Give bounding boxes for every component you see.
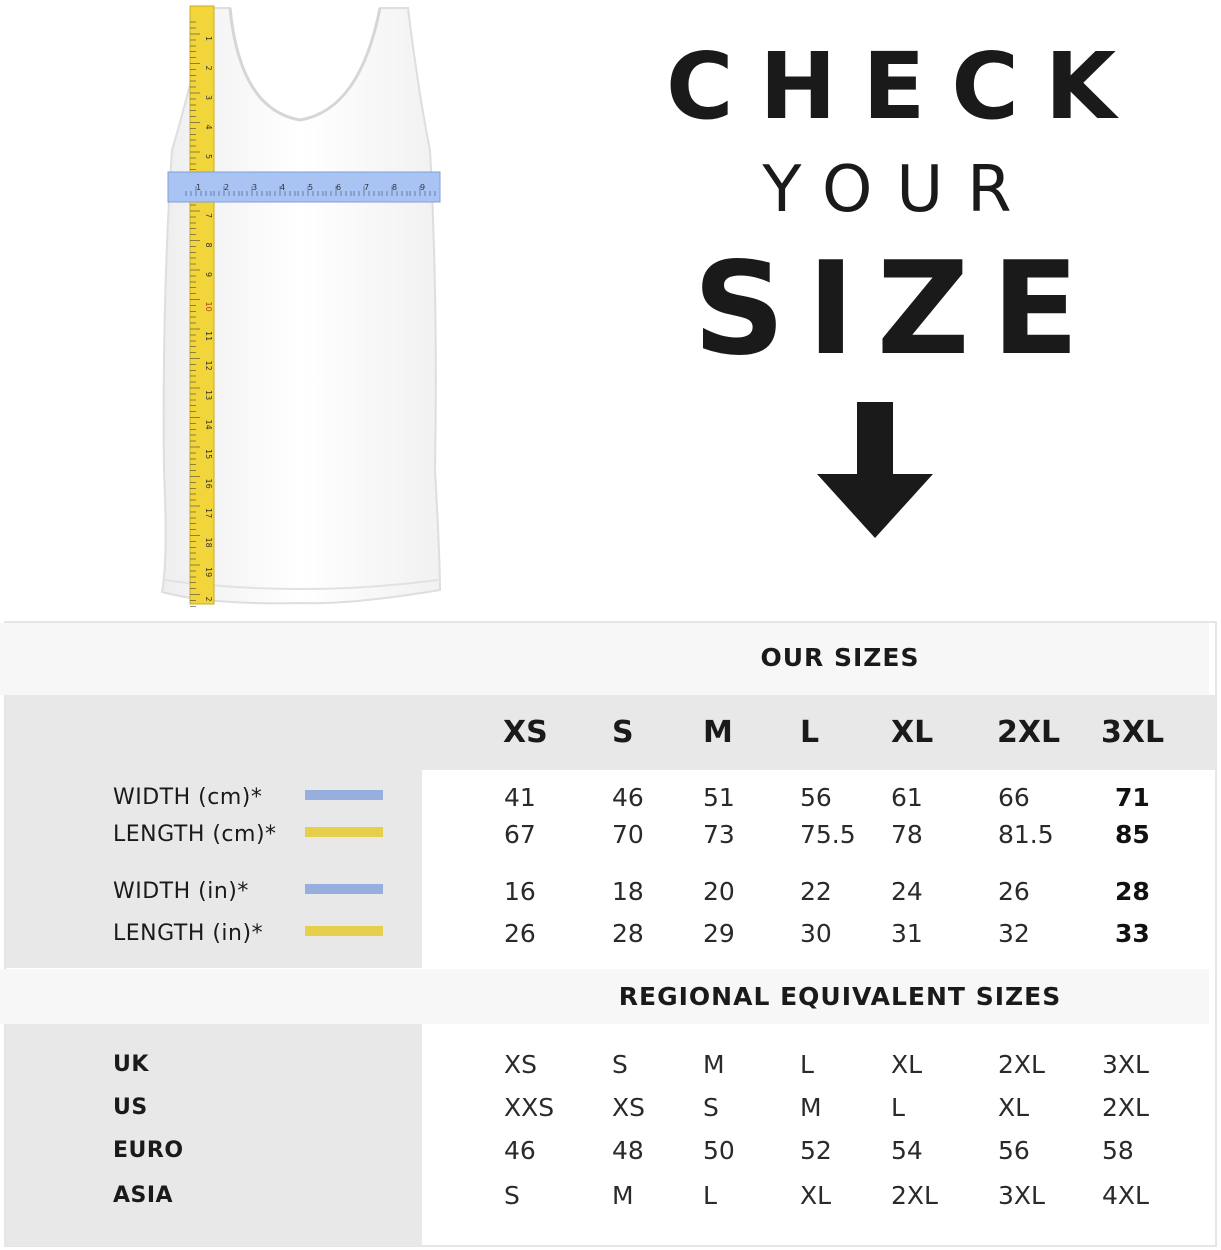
vertical-tape-tick-label: 17 xyxy=(204,508,213,519)
measure-cell: 28 xyxy=(1115,877,1150,906)
measure-row-label: WIDTH (cm)* xyxy=(113,785,263,810)
vertical-tape-tick-label: 12 xyxy=(204,360,213,371)
regional-row-label: UK xyxy=(113,1052,149,1077)
regional-cell: XS xyxy=(612,1093,645,1122)
regional-labels-bg xyxy=(6,1024,422,1246)
regional-cell: 2XL xyxy=(1102,1093,1149,1122)
vertical-tape-tick-label: 8 xyxy=(204,242,213,248)
horizontal-tape-tick-label: 5 xyxy=(308,183,314,192)
measure-cell: 75.5 xyxy=(800,820,856,849)
regional-cell: 52 xyxy=(800,1136,832,1165)
regional-cell: L xyxy=(891,1093,905,1122)
measure-cell: 31 xyxy=(891,919,923,948)
measure-cell: 73 xyxy=(703,820,735,849)
measure-cell: 61 xyxy=(891,783,923,812)
measure-cell: 70 xyxy=(612,820,644,849)
measure-cell: 71 xyxy=(1115,783,1150,812)
regional-cell: M xyxy=(703,1050,725,1079)
measure-row-label: LENGTH (in)* xyxy=(113,921,264,946)
vertical-tape-tick-label: 7 xyxy=(204,213,213,219)
vertical-tape-tick-label: 13 xyxy=(204,390,213,401)
measure-cell: 81.5 xyxy=(998,820,1054,849)
length-color-swatch xyxy=(305,827,383,837)
size-header-xs: XS xyxy=(503,715,548,750)
measure-cell: 28 xyxy=(612,919,644,948)
measure-cell: 16 xyxy=(504,877,536,906)
measure-cell: 67 xyxy=(504,820,536,849)
horizontal-tape-tick-label: 3 xyxy=(252,183,258,192)
measure-cell: 46 xyxy=(612,783,644,812)
measure-cell: 51 xyxy=(703,783,735,812)
vertical-tape-tick-label: 1 xyxy=(204,36,213,42)
regional-cell: XL xyxy=(998,1093,1030,1122)
measure-cell: 56 xyxy=(800,783,832,812)
down-arrow-icon xyxy=(815,400,935,540)
vertical-tape-tick-label: 11 xyxy=(204,331,213,342)
measure-cell: 41 xyxy=(504,783,536,812)
measure-cell: 78 xyxy=(891,820,923,849)
size-header-s: S xyxy=(612,715,634,750)
regional-row-label: US xyxy=(113,1095,148,1120)
regional-row-label: ASIA xyxy=(113,1183,174,1208)
regional-cell: XXS xyxy=(504,1093,555,1122)
regional-cell: 4XL xyxy=(1102,1181,1149,1210)
vertical-tape-tick-label: 16 xyxy=(204,478,213,489)
size-header-2xl: 2XL xyxy=(997,715,1061,750)
regional-cell: 3XL xyxy=(1102,1050,1149,1079)
vertical-tape-tick-label: 19 xyxy=(204,567,213,578)
horizontal-tape-tick-label: 8 xyxy=(392,183,398,192)
size-header-xl: XL xyxy=(891,715,934,750)
measure-cell: 85 xyxy=(1115,820,1150,849)
regional-cell: 46 xyxy=(504,1136,536,1165)
vertical-tape-tick-label: 2 xyxy=(204,596,213,602)
vertical-tape-tick-label: 15 xyxy=(204,449,213,460)
vertical-tape-tick-label: 10 xyxy=(204,301,213,312)
horizontal-tape-tick-label: 1 xyxy=(196,183,202,192)
vertical-tape-tick-label: 9 xyxy=(204,272,213,278)
size-header-3xl: 3XL xyxy=(1101,715,1165,750)
regional-cell: XS xyxy=(504,1050,537,1079)
vertical-tape-tick-label: 4 xyxy=(204,124,213,130)
vertical-tape-tick-label: 5 xyxy=(204,154,213,160)
regional-cell: S xyxy=(612,1050,628,1079)
measure-cell: 18 xyxy=(612,877,644,906)
regional-cell: S xyxy=(504,1181,520,1210)
measure-cell: 26 xyxy=(998,877,1030,906)
vertical-tape-tick-label: 14 xyxy=(204,419,213,430)
regional-cell: XL xyxy=(891,1050,923,1079)
horizontal-tape-tick-label: 7 xyxy=(364,183,370,192)
regional-cell: 3XL xyxy=(998,1181,1045,1210)
horizontal-tape-tick-label: 9 xyxy=(420,183,426,192)
regional-cell: 56 xyxy=(998,1136,1030,1165)
regional-cell: 48 xyxy=(612,1136,644,1165)
regional-cell: M xyxy=(612,1181,634,1210)
regional-cell: XL xyxy=(800,1181,832,1210)
regional-cell: S xyxy=(703,1093,719,1122)
regional-cell: 2XL xyxy=(998,1050,1045,1079)
regional-cell: M xyxy=(800,1093,822,1122)
title-check: CHECK xyxy=(666,33,1143,140)
vertical-tape-tick-label: 3 xyxy=(204,95,213,101)
our-sizes-heading: OUR SIZES xyxy=(760,643,920,672)
measure-cell: 26 xyxy=(504,919,536,948)
size-header-l: L xyxy=(800,715,820,750)
width-color-swatch xyxy=(305,790,383,800)
measure-cell: 24 xyxy=(891,877,923,906)
width-color-swatch xyxy=(305,884,383,894)
title-your: YOUR xyxy=(762,153,1036,227)
size-header-m: M xyxy=(703,715,733,750)
regional-cell: 2XL xyxy=(891,1181,938,1210)
regional-cell: L xyxy=(800,1050,814,1079)
measure-cell: 29 xyxy=(703,919,735,948)
regional-cell: L xyxy=(703,1181,717,1210)
horizontal-tape-tick-label: 6 xyxy=(336,183,342,192)
regional-heading: REGIONAL EQUIVALENT SIZES xyxy=(618,982,1062,1011)
measure-row-label: WIDTH (in)* xyxy=(113,879,249,904)
measure-cell: 32 xyxy=(998,919,1030,948)
horizontal-tape-tick-label: 4 xyxy=(280,183,286,192)
regional-cell: 54 xyxy=(891,1136,923,1165)
regional-cell: 58 xyxy=(1102,1136,1134,1165)
title-size: SIZE xyxy=(692,235,1102,384)
measure-cell: 33 xyxy=(1115,919,1150,948)
vertical-tape-tick-label: 18 xyxy=(204,537,213,548)
length-color-swatch xyxy=(305,926,383,936)
regional-row-label: EURO xyxy=(113,1138,184,1163)
measure-row-label: LENGTH (cm)* xyxy=(113,822,277,847)
measure-cell: 66 xyxy=(998,783,1030,812)
horizontal-tape-measure xyxy=(168,172,440,202)
tank-top-measurement-illustration xyxy=(150,0,460,610)
horizontal-tape-tick-label: 2 xyxy=(224,183,230,192)
measure-cell: 20 xyxy=(703,877,735,906)
vertical-tape-tick-label: 2 xyxy=(204,65,213,71)
measure-cell: 22 xyxy=(800,877,832,906)
regional-cell: 50 xyxy=(703,1136,735,1165)
measure-cell: 30 xyxy=(800,919,832,948)
